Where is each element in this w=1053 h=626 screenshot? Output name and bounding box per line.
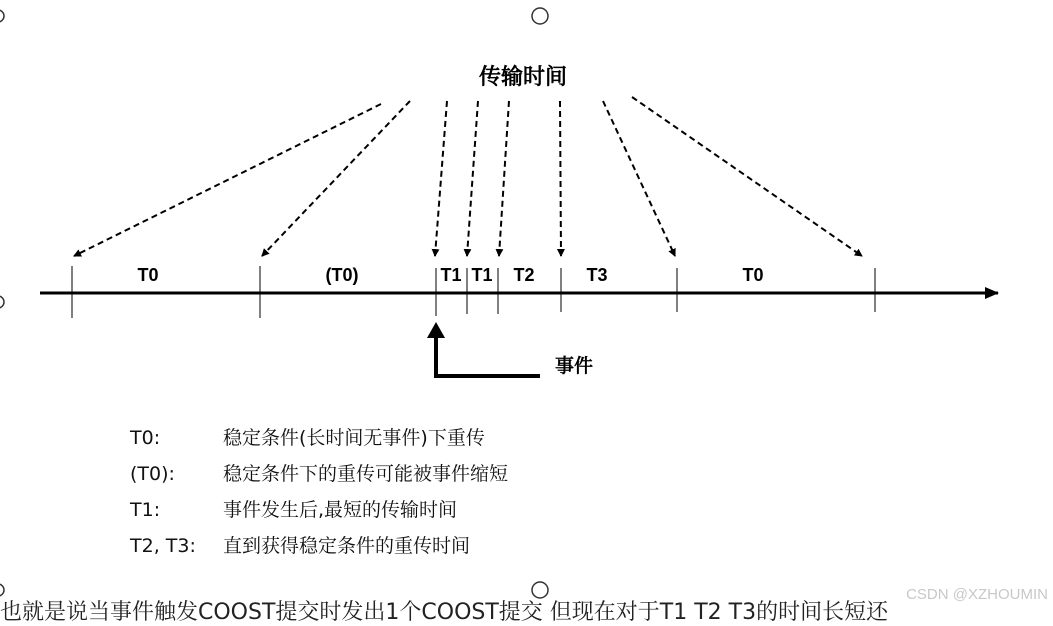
legend-key: T0: (130, 427, 161, 449)
legend-desc: 稳定条件下的重传可能被事件缩短 (223, 463, 509, 485)
resize-handle-left-top[interactable] (0, 10, 4, 22)
arrow-to-tick-2 (262, 101, 410, 256)
segment-label-t3: T3 (586, 265, 608, 285)
legend-key: (T0): (130, 463, 175, 485)
legend-desc: 直到获得稳定条件的重传时间 (223, 535, 471, 557)
arrow-to-tick-1 (74, 104, 381, 256)
arrow-to-tick-5 (499, 101, 509, 256)
legend-key: T2, T3: (130, 535, 196, 557)
legend-row-t0-paren (130, 456, 508, 492)
resize-handle-left-bottom[interactable] (0, 584, 4, 596)
legend-row-t1 (130, 492, 508, 528)
segment-label-t0-first: T0 (137, 265, 159, 285)
arrow-to-tick-7 (603, 101, 675, 256)
arrow-to-tick-6 (560, 101, 561, 256)
segment-label-t0-paren: (T0) (325, 265, 359, 285)
arrow-to-tick-8 (632, 97, 862, 256)
resize-handle-left-mid[interactable] (0, 296, 4, 308)
segment-label-t1-first: T1 (440, 265, 462, 285)
resize-handle-top[interactable] (532, 8, 548, 24)
legend (130, 420, 508, 564)
article-body-text: 也就是说当事件触发COOST提交时发出1个COOST提交 但现在对于T1 T2 T3的时间长短还 (0, 600, 889, 625)
segment-labels (137, 265, 763, 285)
event-arrow (436, 336, 540, 376)
legend-row-t2-t3 (130, 528, 508, 564)
segment-label-t2: T2 (513, 265, 535, 285)
legend-desc: 事件发生后,最短的传输时间 (223, 499, 458, 521)
arrow-to-tick-4 (467, 101, 478, 256)
diagram-title: 传输时间 (478, 64, 568, 89)
legend-row-t0 (130, 420, 508, 456)
event-arrow-head (427, 322, 445, 338)
legend-desc: 稳定条件(长时间无事件)下重传 (223, 427, 485, 449)
transmission-arrows (74, 97, 862, 256)
segment-label-t1-second: T1 (471, 265, 493, 285)
legend-key: T1: (130, 499, 161, 521)
segment-label-t0-last: T0 (742, 265, 764, 285)
event-label: 事件 (555, 356, 594, 377)
csdn-watermark: CSDN @XZHOUMIN (906, 586, 1048, 603)
arrow-to-tick-3 (435, 101, 447, 256)
resize-handle-bottom[interactable] (532, 582, 548, 598)
